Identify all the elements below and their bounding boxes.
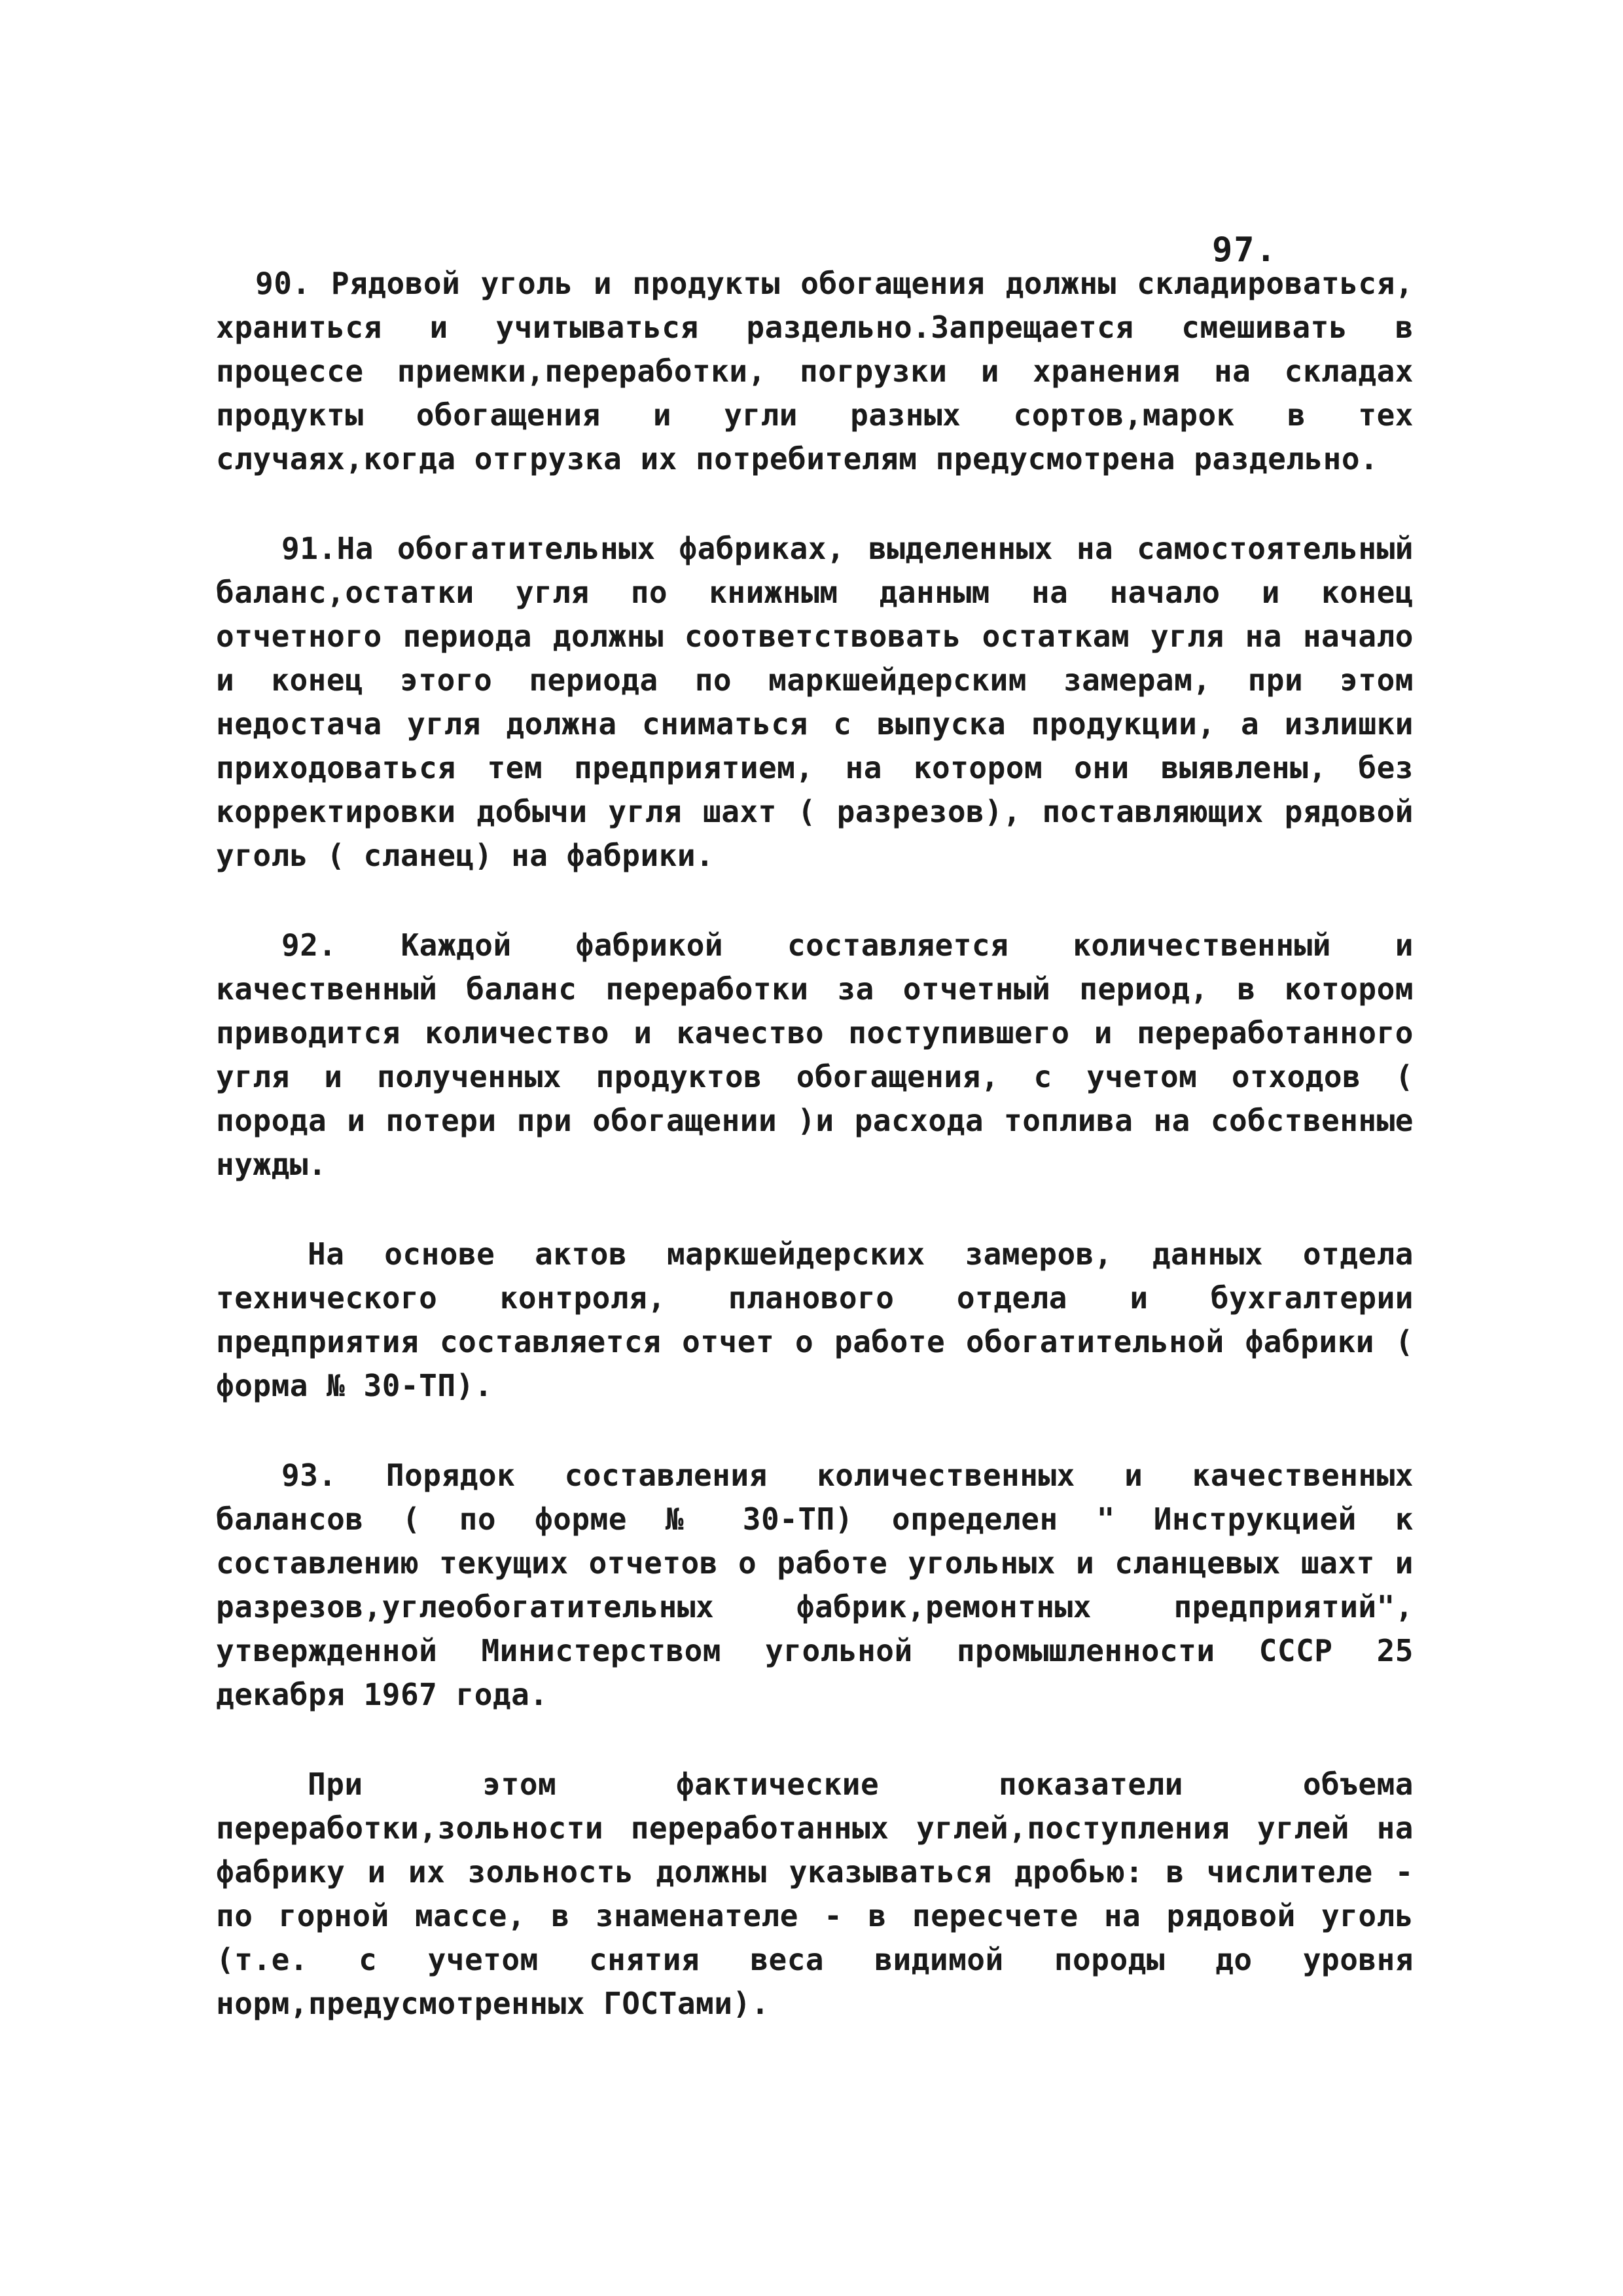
- paragraph-93: 93. Порядок составления количественных и качественных балансов ( по форме № 30-ТП) определен " Инструкцией к составлению текущих отчетов о работе угольных и сланцевых шахт и разрезов,углеобогатительных фабрик,ремонтных предприятий", утвержденной Министерством угольной промышленности СССР 25 декабря 1967 года.: [216, 1458, 1414, 1712]
- paragraph-93-continuation: При этом фактические показатели объема переработки,зольности переработанных углей,поступления углей на фабрику и их зольность должны указываться дробью: в числителе - по горной массе, в знаменателе - в пересчете на рядовой уголь (т.е. с учетом снятия веса видимой породы до уровня норм,предусмотренных ГОСТами).: [216, 1767, 1414, 2021]
- paragraph-90: 90. Рядовой уголь и продукты обогащения должны складироваться, храниться и учитываться раздельно.Запрещается смешивать в процессе приемки,переработки, погрузки и хранения на складах продукты обогащения и угли разных сортов,марок в тех случаях,когда отгрузка их потребителям предусмотрена раздельно.: [216, 266, 1414, 476]
- paragraph-91: 91.На обогатительных фабриках, выделенных на самостоятельный баланс,остатки угля по книжным данным на начало и конец отчетного периода должны соответствовать остаткам угля на начало и конец этого периода по маркшейдерским замерам, при этом недостача угля должна сниматься с выпуска продукции, а излишки приходоваться тем предприятием, на котором они выявлены, без корректировки добычи угля шахт ( разрезов), поставляющих рядовой уголь ( сланец) на фабрики.: [216, 531, 1414, 873]
- page-number: 97.: [1212, 230, 1277, 270]
- paragraph-92-continuation: На основе актов маркшейдерских замеров, данных отдела технического контроля, планового отдела и бухгалтерии предприятия составляется отчет о работе обогатительной фабрики ( форма № 30-ТП).: [216, 1236, 1414, 1403]
- paragraph-92: 92. Каждой фабрикой составляется количественный и качественный баланс переработки за отчетный период, в котором приводится количество и качество поступившего и переработанного угля и полученных продуктов обогащения, с учетом отходов ( порода и потери при обогащении )и расхода топлива на собственные нужды.: [216, 927, 1414, 1182]
- document-body: [216, 262, 1414, 2072]
